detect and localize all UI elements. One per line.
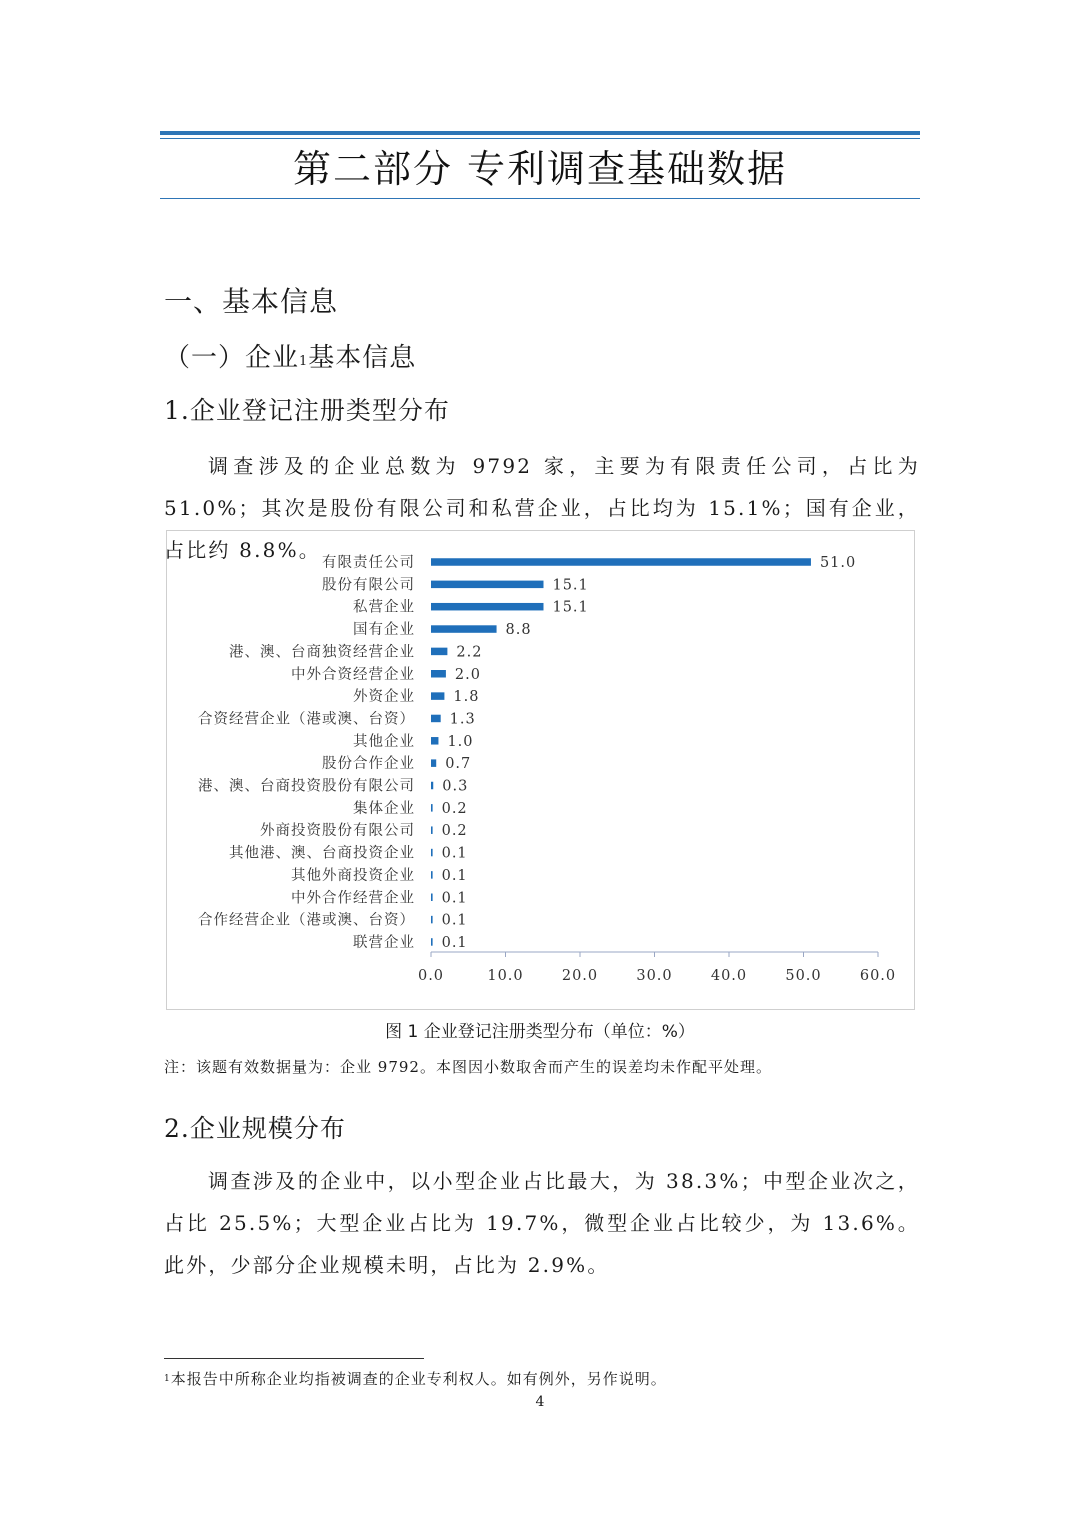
bar-value-label: 0.1 [441, 912, 468, 929]
bar [431, 759, 436, 767]
section-heading-basic-info: 一、基本信息 [164, 285, 339, 318]
paragraph-enterprise-scale [164, 1160, 920, 1286]
footnote-mark: 1 [164, 1374, 171, 1384]
category-label: 股份合作企业 [322, 756, 415, 773]
category-label: 合作经营企业（港或澳、台资） [198, 912, 415, 929]
bar-value-label: 1.8 [453, 689, 480, 706]
paragraph-text: 调查涉及的企业中，以小型企业占比最大，为 38.3%；中型企业次之，占比 25.5%；大型企业占比为 19.7%，微型企业占比较少，为 13.6%。此外，少部分企业规模未明，占比为 2.9%。 [164, 1169, 920, 1277]
bar [431, 670, 446, 678]
bar-value-label: 51.0 [819, 555, 857, 571]
category-label: 国有企业 [353, 622, 415, 639]
bar [431, 692, 444, 700]
bar [431, 715, 441, 723]
title-rule-bottom [160, 198, 920, 199]
bar [431, 625, 497, 633]
bar [431, 804, 433, 812]
bar-value-label: 0.7 [445, 756, 472, 773]
bar [431, 849, 433, 857]
bar [431, 581, 543, 589]
category-label: 合资经营企业（港或澳、台资） [198, 711, 415, 728]
bar [431, 737, 438, 745]
subsection-prefix: （一）企业 [164, 343, 300, 373]
bar [431, 826, 433, 834]
item-heading-registration-type: 1.企业登记注册类型分布 [164, 396, 450, 425]
bar-value-label: 0.3 [442, 778, 469, 795]
bar-value-label: 1.0 [447, 733, 474, 750]
x-tick-label: 10.0 [487, 968, 524, 984]
title-rule-thin [160, 138, 920, 139]
bar-value-label: 15.1 [552, 599, 589, 616]
figure-caption: 图 1 企业登记注册类型分布（单位：%） [385, 1022, 695, 1042]
x-tick-label: 20.0 [561, 968, 599, 984]
item-heading-enterprise-scale: 2.企业规模分布 [164, 1114, 346, 1143]
bar [431, 916, 433, 924]
category-label: 港、澳、台商投资股份有限公司 [198, 778, 415, 795]
bar-value-label: 1.3 [449, 711, 476, 728]
bar [431, 603, 543, 611]
title-rule-thick [160, 131, 920, 135]
bar-value-label: 2.0 [454, 666, 481, 683]
category-label: 联营企业 [353, 934, 415, 951]
footnote-rule [164, 1358, 424, 1359]
registration-type-bar-chart [167, 531, 914, 1009]
bar-value-label: 0.1 [441, 890, 468, 907]
figure-note: 注：该题有效数据量为：企业 9792。本图因小数取舍而产生的误差均未作配平处理。 [164, 1058, 772, 1076]
x-tick-label: 60.0 [859, 968, 897, 984]
chart-frame [166, 530, 915, 1010]
category-label: 港、澳、台商独资经营企业 [229, 644, 415, 661]
footnote-ref: 1 [299, 354, 309, 369]
category-label: 其他港、澳、台商投资企业 [229, 845, 415, 862]
x-tick-label: 0.0 [417, 968, 445, 984]
x-tick-label: 40.0 [710, 968, 748, 984]
page-title: 第二部分 专利调查基础数据 [292, 147, 788, 191]
category-label: 外资企业 [353, 689, 415, 706]
x-tick-label: 30.0 [636, 968, 673, 984]
category-label: 其他企业 [353, 733, 415, 750]
category-label: 外商投资股份有限公司 [260, 823, 415, 840]
bar-value-label: 0.1 [441, 934, 468, 951]
bar-value-label: 0.2 [441, 823, 468, 840]
bar-value-label: 2.2 [456, 644, 483, 661]
subsection-heading-enterprise-info [164, 338, 416, 378]
category-label: 其他外商投资企业 [291, 867, 415, 884]
category-label: 集体企业 [353, 800, 415, 817]
subsection-suffix: 基本信息 [308, 343, 417, 373]
bar-value-label: 15.1 [552, 577, 589, 594]
footnote-text: 本报告中所称企业均指被调查的企业专利权人。如有例外，另作说明。 [170, 1370, 667, 1388]
bar-value-label: 0.2 [441, 800, 468, 817]
bar [431, 894, 433, 902]
page-number: 4 [535, 1394, 545, 1410]
bar-value-label: 8.8 [505, 622, 532, 639]
bar [431, 648, 447, 656]
bar [431, 938, 433, 946]
bar [431, 871, 433, 879]
paragraph-text: 调查涉及的企业总数为 9792 家，主要为有限责任公司，占比为 51.0%；其次是股份有限公司和私营企业，占比均为 15.1%；国有企业，占比约 8.8%。 [164, 454, 920, 562]
category-label: 有限责任公司 [322, 555, 415, 571]
footnote [164, 1366, 667, 1392]
category-label: 股份有限公司 [322, 577, 415, 594]
category-label: 私营企业 [353, 599, 415, 616]
bar [431, 558, 811, 566]
category-label: 中外合资经营企业 [291, 666, 415, 683]
bar-value-label: 0.1 [441, 845, 468, 862]
category-label: 中外合作经营企业 [291, 890, 415, 907]
x-tick-label: 50.0 [785, 968, 822, 984]
bar-value-label: 0.1 [441, 867, 468, 884]
bar [431, 782, 433, 790]
